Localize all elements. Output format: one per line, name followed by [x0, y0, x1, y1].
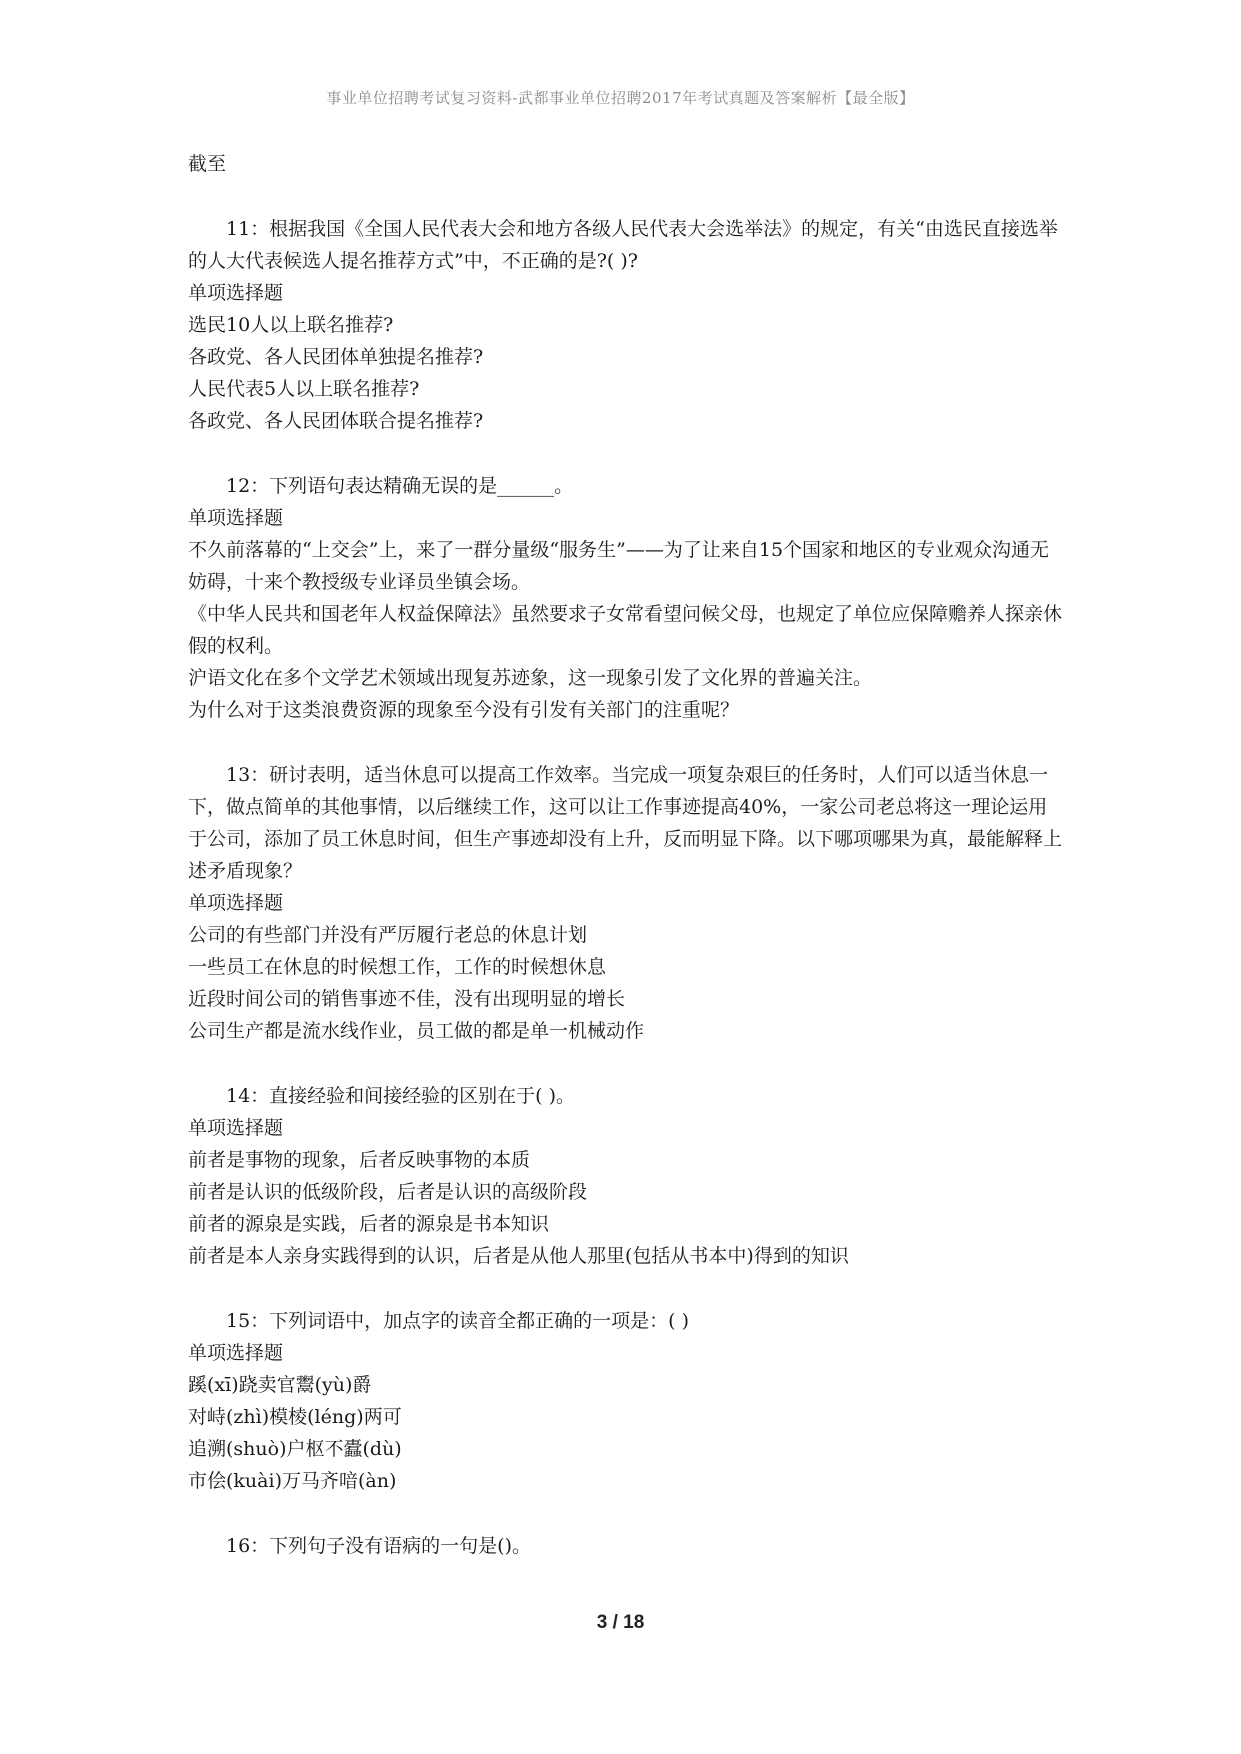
option-c: 近段时间公司的销售事迹不佳，没有出现明显的增长 [188, 988, 626, 1010]
option-d: 市侩(kuài)万马齐喑(àn) [188, 1470, 397, 1492]
option-a: 公司的有些部门并没有严厉履行老总的休息计划 [188, 924, 588, 946]
page-header: 事业单位招聘考试复习资料-武都事业单位招聘2017年考试真题及答案解析【最全版】 [326, 89, 915, 107]
option-d: 为什么对于这类浪费资源的现象至今没有引发有关部门的注重呢？ [188, 699, 740, 721]
question-stem: 11：根据我国《全国人民代表大会和地方各级人民代表大会选举法》的规定，有关“由选民直接选举的人大代表候选人提名推荐方式”中，不正确的是?( )? [188, 218, 1058, 272]
question-type: 单项选择题 [188, 282, 284, 304]
question-15 [188, 1305, 1064, 1497]
question-type: 单项选择题 [188, 892, 284, 914]
continued-fragment: 截至 [188, 153, 227, 175]
question-type: 单项选择题 [188, 1117, 284, 1139]
option-b: 前者是认识的低级阶段，后者是认识的高级阶段 [188, 1181, 588, 1203]
page-content [188, 148, 1064, 1562]
option-d: 各政党、各人民团体联合提名推荐? [188, 410, 484, 432]
question-12 [188, 470, 1064, 726]
question-stem: 12：下列语句表达精确无误的是______。 [226, 475, 574, 497]
question-14 [188, 1080, 1064, 1272]
question-stem: 14：直接经验和间接经验的区别在于( )。 [226, 1085, 576, 1107]
question-type: 单项选择题 [188, 507, 284, 529]
option-a: 不久前落幕的“上交会”上，来了一群分量级“服务生”——为了让来自15个国家和地区的专业观众沟通无妨碍，十来个教授级专业译员坐镇会场。 [188, 539, 1050, 593]
option-c: 前者的源泉是实践，后者的源泉是书本知识 [188, 1213, 550, 1235]
option-a: 前者是事物的现象，后者反映事物的本质 [188, 1149, 531, 1171]
page-number: 3 / 18 [596, 1612, 645, 1633]
question-11 [188, 213, 1064, 437]
option-b: 《中华人民共和国老年人权益保障法》虽然要求子女常看望问候父母，也规定了单位应保障赡养人探亲休假的权利。 [188, 603, 1063, 657]
option-b: 各政党、各人民团体单独提名推荐? [188, 346, 484, 368]
question-stem: 15：下列词语中，加点字的读音全都正确的一项是：( ) [226, 1310, 690, 1332]
option-b: 一些员工在休息的时候想工作，工作的时候想休息 [188, 956, 607, 978]
option-d: 前者是本人亲身实践得到的认识，后者是从他人那里(包括从书本中)得到的知识 [188, 1245, 849, 1267]
option-d: 公司生产都是流水线作业，员工做的都是单一机械动作 [188, 1020, 645, 1042]
option-c: 沪语文化在多个文学艺术领域出现复苏迹象，这一现象引发了文化界的普遍关注。 [188, 667, 873, 689]
option-c: 追溯(shuò)户枢不蠹(dù) [188, 1438, 402, 1460]
option-a: 选民10人以上联名推荐? [188, 314, 394, 336]
question-stem: 16：下列句子没有语病的一句是()。 [226, 1535, 532, 1557]
option-c: 人民代表5人以上联名推荐? [188, 378, 420, 400]
question-type: 单项选择题 [188, 1342, 284, 1364]
question-16 [188, 1530, 1064, 1562]
question-13 [188, 759, 1064, 1047]
option-b: 对峙(zhì)模棱(léng)两可 [188, 1406, 402, 1428]
option-a: 蹊(xī)跷卖官鬻(yù)爵 [188, 1374, 372, 1396]
question-stem: 13：研讨表明，适当休息可以提高工作效率。当完成一项复杂艰巨的任务时，人们可以适当休息一下，做点简单的其他事情，以后继续工作，这可以让工作事迹提高40%，一家公司老总将这一理论运用于公司，添加了员工休息时间，但生产事迹却没有上升，反而明显下降。以下哪项哪果为真，最能解释上述矛盾现象？ [188, 764, 1063, 882]
